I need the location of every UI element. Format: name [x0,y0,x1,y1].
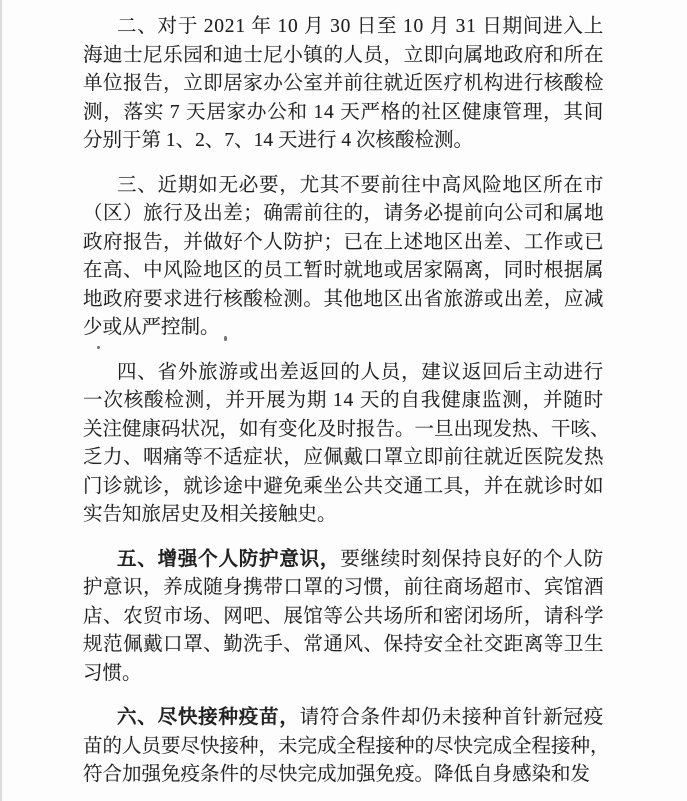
scan-speck [224,336,227,341]
text-line: 符合加强免疫条件的尽快完成加强免疫。降低自身感染和发 [83,764,591,785]
text-line: 在高、中风险地区的员工暂时就地或居家隔离，同时根据属 [83,260,604,281]
paragraph-item-two [83,13,604,156]
text-line: 地政府要求进行核酸检测。其他地区出省旅游或出差，应减 [83,288,604,310]
text-line: 苗的人员要尽快接种，未完成全程接种的尽快完成全程接种， [83,735,610,757]
text-line: 二、对于 2021 年 10 月 30 日至 10 月 31 日期间进入上 [117,16,604,37]
text-line: 乏力、咽痛等不适症状，应佩戴口罩立即前往就近医院发热 [83,447,604,468]
text-line: 店、农贸市场、网吧、展馆等公共场所和密闭场所，请科学 [83,605,604,627]
text-line: 规范佩戴口罩、勤洗手、常通风、保持安全社交距离等卫生 [83,634,604,655]
scan-edge-artifact [0,0,2,801]
text-line: 少或从严控制。 [83,317,220,338]
paragraph-item-four [83,359,610,530]
text-line: 三、近期如无必要，尤其不要前往中高风险地区所在市 [117,174,604,196]
text-line: 五、增强个人防护意识，要继续时刻保持良好的个人防 [117,548,604,570]
text-line: 四、省外旅游或出差返回的人员，建议返回后主动进行 [117,361,604,383]
text-line: 测，落实 7 天居家办公和 14 天严格的社区健康管理，其间 [83,101,604,123]
text-line: 分别于第 1、2、7、14 天进行 4 次核酸检测。 [83,130,474,151]
text-line: 一次核酸检测，并开展为期 14 天的自我健康监测，并随时 [83,390,604,411]
text-line: 六、尽快接种疫苗，请符合条件却仍未接种首针新冠疫 [117,707,604,728]
scan-speck [97,346,100,349]
text-line: 单位报告，立即居家办公室并前往就近医疗机构进行核酸检 [83,73,604,94]
document-body [83,13,610,790]
text-line: 关注健康码状况，如有变化及时报告。一旦出现发热、干咳、 [83,418,610,440]
text-line: 护意识，养成随身携带口罩的习惯，前往商场超市、宾馆酒 [83,577,604,598]
paragraph-item-six [83,704,610,790]
paragraph-item-five [83,546,604,689]
text-line: 实告知旅居史及相关接触史。 [83,504,337,525]
paragraph-item-three [83,172,604,343]
text-line: 习惯。 [83,662,142,684]
text-line: （区）旅行及出差；确需前往的，请务必提前向公司和属地 [83,203,604,224]
text-line: 政府报告，并做好个人防护；已在上述地区出差、工作或已 [83,231,604,253]
text-line: 海迪士尼乐园和迪士尼小镇的人员，立即向属地政府和所在 [83,44,604,66]
text-line: 门诊就诊，就诊途中避免乘坐公共交通工具，并在就诊时如 [83,475,604,497]
